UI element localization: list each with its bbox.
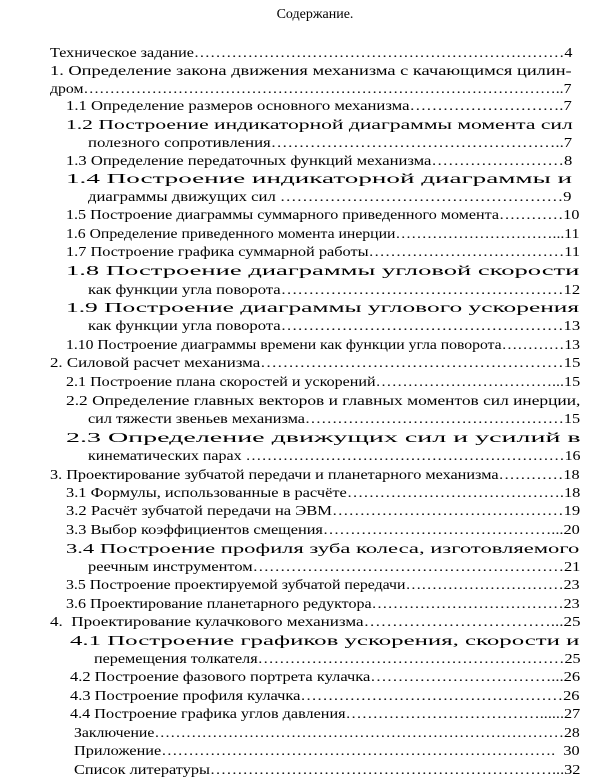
toc-entry: Техническое задание……………………………………………………………4	[50, 45, 573, 60]
toc-entry: 4.4 Построение графика углов давления………………………………......27	[70, 706, 581, 721]
toc-entry: 1.5 Построение диаграммы суммарного приведенного момента…………10	[66, 207, 580, 222]
toc-entry: 1.6 Определение приведенного момента инерции…………………………...11	[66, 226, 580, 241]
toc-entry: 1.9 Построение диаграммы углового ускорения	[66, 300, 580, 315]
toc-entry: 1.3 Определение передаточных функций механизма……………………8	[66, 153, 573, 168]
toc-entry: 1.1 Определение размеров основного механизма……………………….7	[66, 98, 572, 113]
toc-entry: как функции угла поворота……………………………………………13	[88, 318, 581, 333]
toc-entry: Приложение………………………………………………………………. 30	[74, 743, 580, 758]
toc-entry: 1.8 Построение диаграммы угловой скорости	[66, 263, 580, 278]
toc-entry: 1.2 Построение индикаторной диаграммы момента сил	[66, 117, 573, 132]
toc-entry: 2.3 Определение движущих сил и усилий в	[66, 430, 581, 445]
toc-entry: 3.1 Формулы, использованные в расчёте………………………………….18	[66, 485, 581, 500]
toc-entry: 1.10 Построение диаграммы времени как функции угла поворота…………13	[66, 337, 580, 352]
toc-entry: полезного сопротивления……………………………………………..7	[88, 135, 573, 150]
toc-entry: кинематических парах ……………………………………………………16	[88, 448, 581, 463]
toc-entry: 4.2 Построение фазового портрета кулачка……………………………...26	[70, 669, 581, 684]
toc-entry: 3.3 Выбор коэффициентов смещения……………………………………...20	[66, 522, 580, 537]
toc-entry: дром………………………………………………………………………………..7	[50, 81, 572, 96]
toc-entry: сил тяжести звеньев механизма…………………………………………15	[88, 411, 581, 426]
toc-entry: 4. Проектирование кулачкового механизма……………………………...25	[50, 614, 581, 629]
toc-entry: 2.1 Построение плана скоростей и ускорений……………………………...15	[66, 374, 581, 389]
toc-entry: 3.4 Построение профиля зуба колеса, изготовляемого	[66, 541, 580, 556]
toc-entry: 1.7 Построение графика суммарной работы………………………………11	[66, 244, 580, 259]
toc-entry: 2.2 Определение главных векторов и главных моментов сил инерции,	[66, 393, 581, 408]
toc-entry: 3.2 Расчёт зубчатой передачи на ЭВМ……………………………………19	[66, 503, 581, 518]
toc-entry: 4.3 Построение профиля кулачка…………………………………………26	[70, 688, 580, 703]
toc-entry: Список литературы………………………………………………………...32	[74, 762, 581, 777]
toc-entry: Заключение……………………………………………………………………28	[74, 725, 580, 740]
toc-entry: 1. Определение закона движения механизма с качающимся цилин-	[50, 63, 572, 78]
toc-entry: 3.6 Проектирование планетарного редуктора………………………………23	[66, 596, 580, 611]
toc-entry: диаграммы движущих сил ……………………………………………9	[88, 189, 572, 204]
toc-entry: 1.4 Построение индикаторной диаграммы и	[66, 171, 573, 186]
toc-entry: реечным инструментом…………………………………………………21	[88, 559, 581, 574]
toc-entry: 3.5 Построение проектируемой зубчатой передачи…………………………23	[66, 577, 580, 592]
toc-entry: 3. Проектирование зубчатой передачи и планетарного механизма…………18	[50, 467, 580, 482]
toc-entry: как функции угла поворота……………………………………………12	[88, 282, 581, 297]
toc-entry: 4.1 Построение графиков ускорения, скорости и	[70, 633, 580, 648]
toc-entry: 2. Силовой расчет механизма………………………………………………15	[50, 355, 581, 370]
toc-entry: перемещения толкателя…………………………………………………25	[94, 651, 581, 666]
page-title: Содержание.	[276, 7, 354, 22]
